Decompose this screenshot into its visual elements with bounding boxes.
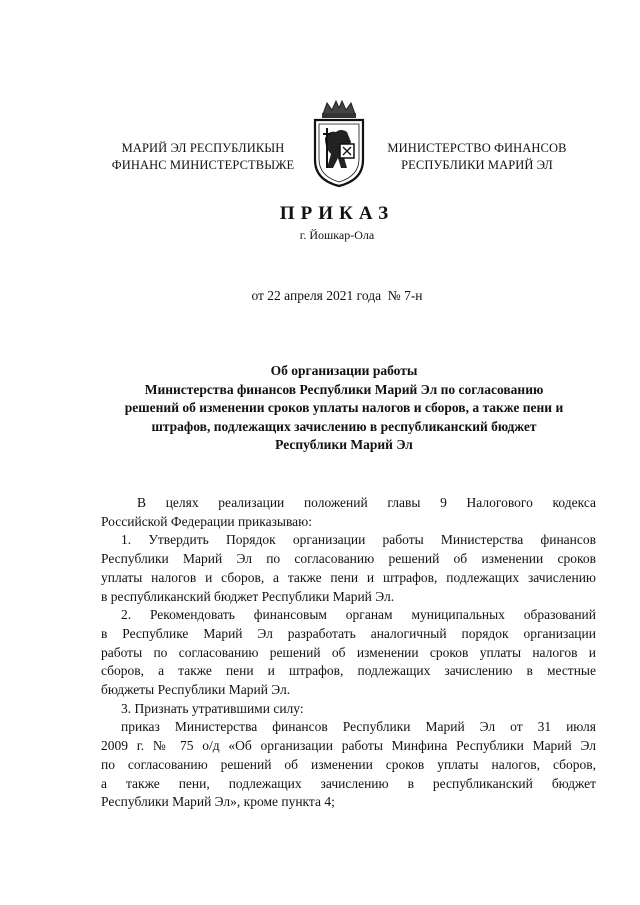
subject-line: Республики Марий Эл xyxy=(275,437,413,453)
text-line: а также пени, подлежащих зачислению в республиканский бюджет xyxy=(101,775,596,791)
subject-line: штрафов, подлежащих зачислению в республиканский бюджет xyxy=(151,418,537,434)
ministry-name-mari xyxy=(108,140,298,174)
text-line: Республики Марий Эл по согласованию решений об изменении сроков xyxy=(101,551,596,567)
text-line: уплаты налогов и сборов, а также пени и штрафов, подлежащих зачислению xyxy=(101,569,596,585)
item-2-paragraph xyxy=(101,606,596,700)
ministry-name-russian-line2: РЕСПУБЛИКИ МАРИЙ ЭЛ xyxy=(401,158,553,172)
document-subject xyxy=(110,362,578,455)
coat-of-arms-mari-el-icon xyxy=(303,98,375,188)
item-1-paragraph xyxy=(101,531,596,606)
text-line: в республиканский бюджет Республики Марий Эл. xyxy=(101,588,395,604)
text-line: 2. Рекомендовать финансовым органам муниципальных образований xyxy=(121,607,596,623)
text-line: 2009 г. № 75 о/д «Об организации работы Минфина Республики Марий Эл xyxy=(101,738,596,754)
text-line: бюджеты Республики Марий Эл. xyxy=(101,682,291,698)
ministry-name-mari-line1: МАРИЙ ЭЛ РЕСПУБЛИКЫН xyxy=(121,141,285,155)
item-3-paragraph xyxy=(101,700,596,812)
text-line: Российской Федерации приказываю: xyxy=(101,513,313,529)
text-line: 3. Признать утратившими силу: xyxy=(121,700,304,716)
text-line: 1. Утвердить Порядок организации работы Министерства финансов xyxy=(121,532,596,548)
text-line: по согласованию решений об изменении сроков уплаты налогов, сборов, xyxy=(101,756,596,772)
text-line: работы по согласованию решений об изменении сроков уплаты налогов и xyxy=(101,644,596,660)
text-line: В целях реализации положений главы 9 Налогового кодекса xyxy=(137,495,596,510)
text-line: приказ Министерства финансов Республики Марий Эл от 31 июля xyxy=(121,719,596,735)
document-title: ПРИКАЗ xyxy=(279,203,395,224)
text-line: сборов, а также пени и штрафов, подлежащих зачислению в местные xyxy=(101,663,596,679)
ministry-name-russian-line1: МИНИСТЕРСТВО ФИНАНСОВ xyxy=(387,141,567,155)
text-line: Республики Марий Эл», кроме пункта 4; xyxy=(101,794,335,810)
ministry-name-mari-line2: ФИНАНС МИНИСТЕРСТВЫЖЕ xyxy=(111,158,295,172)
subject-line: решений об изменении сроков уплаты налогов и сборов, а также пени и xyxy=(124,400,564,416)
intro-paragraph xyxy=(101,494,596,531)
document-body xyxy=(101,494,596,812)
text-line: в Республике Марий Эл разработать аналогичный порядок организации xyxy=(101,625,596,641)
document-city: г. Йошкар-Ола xyxy=(299,228,375,242)
subject-line: Об организации работы xyxy=(270,363,418,378)
document-date-number: от 22 апреля 2021 года № 7-н xyxy=(251,288,423,303)
ministry-name-russian xyxy=(382,140,572,174)
subject-line: Министерства финансов Республики Марий Эл по согласованию xyxy=(144,381,544,397)
